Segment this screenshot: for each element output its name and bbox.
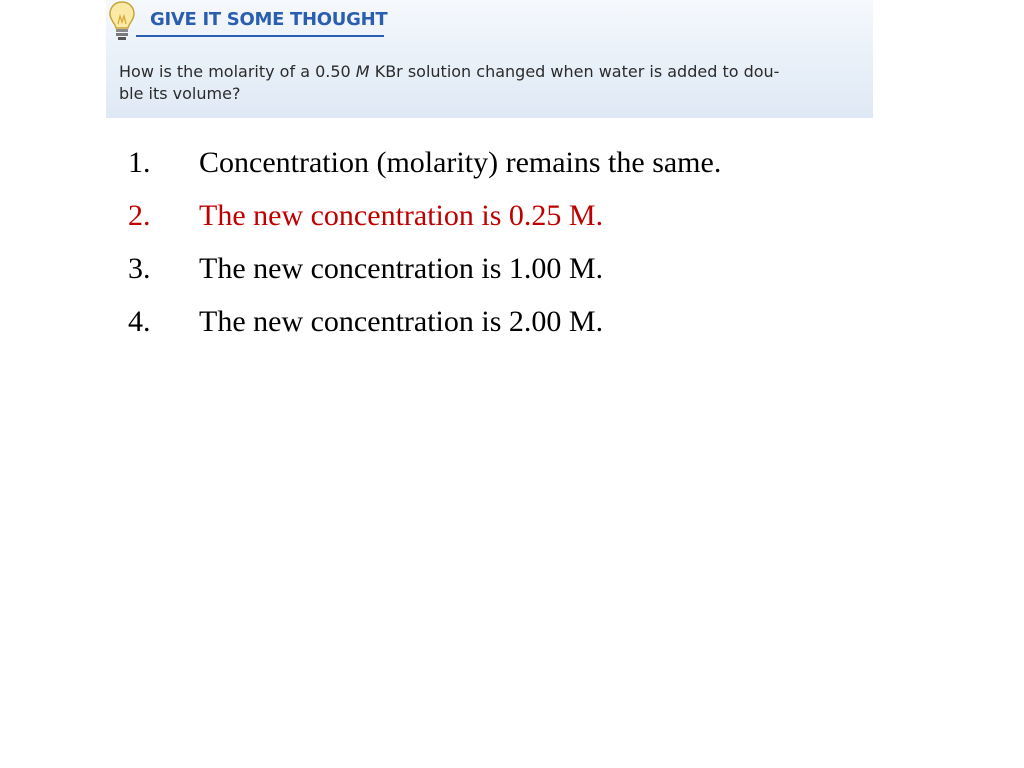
give-it-some-thought-box <box>106 0 873 118</box>
answer-number: 1. <box>128 145 151 179</box>
answer-option-4 <box>128 295 721 348</box>
thought-title: GIVE IT SOME THOUGHT <box>150 9 388 30</box>
answer-text: The new concentration is 1.00 M. <box>199 251 604 285</box>
lightbulb-icon <box>108 0 136 42</box>
answer-text: The new concentration is 2.00 M. <box>199 304 604 338</box>
question-line-1-part-a: How is the molarity of a 0.50 <box>119 62 356 81</box>
question-line-2: ble its volume? <box>119 84 241 103</box>
question-line-1 <box>119 61 869 83</box>
answer-option-3 <box>128 242 721 295</box>
molarity-unit: M <box>355 62 370 81</box>
answer-text: The new concentration is 0.25 M. <box>199 198 604 232</box>
answer-text: Concentration (molarity) remains the same. <box>199 145 722 179</box>
answer-option-2 <box>128 189 721 242</box>
answer-number: 3. <box>128 251 151 285</box>
question-text <box>119 61 869 105</box>
answer-number: 4. <box>128 304 151 338</box>
question-line-1-part-b: KBr solution changed when water is added to dou- <box>369 62 780 81</box>
answer-list <box>128 136 721 348</box>
answer-option-1 <box>128 136 721 189</box>
title-underline <box>136 35 384 37</box>
answer-number: 2. <box>128 198 151 232</box>
